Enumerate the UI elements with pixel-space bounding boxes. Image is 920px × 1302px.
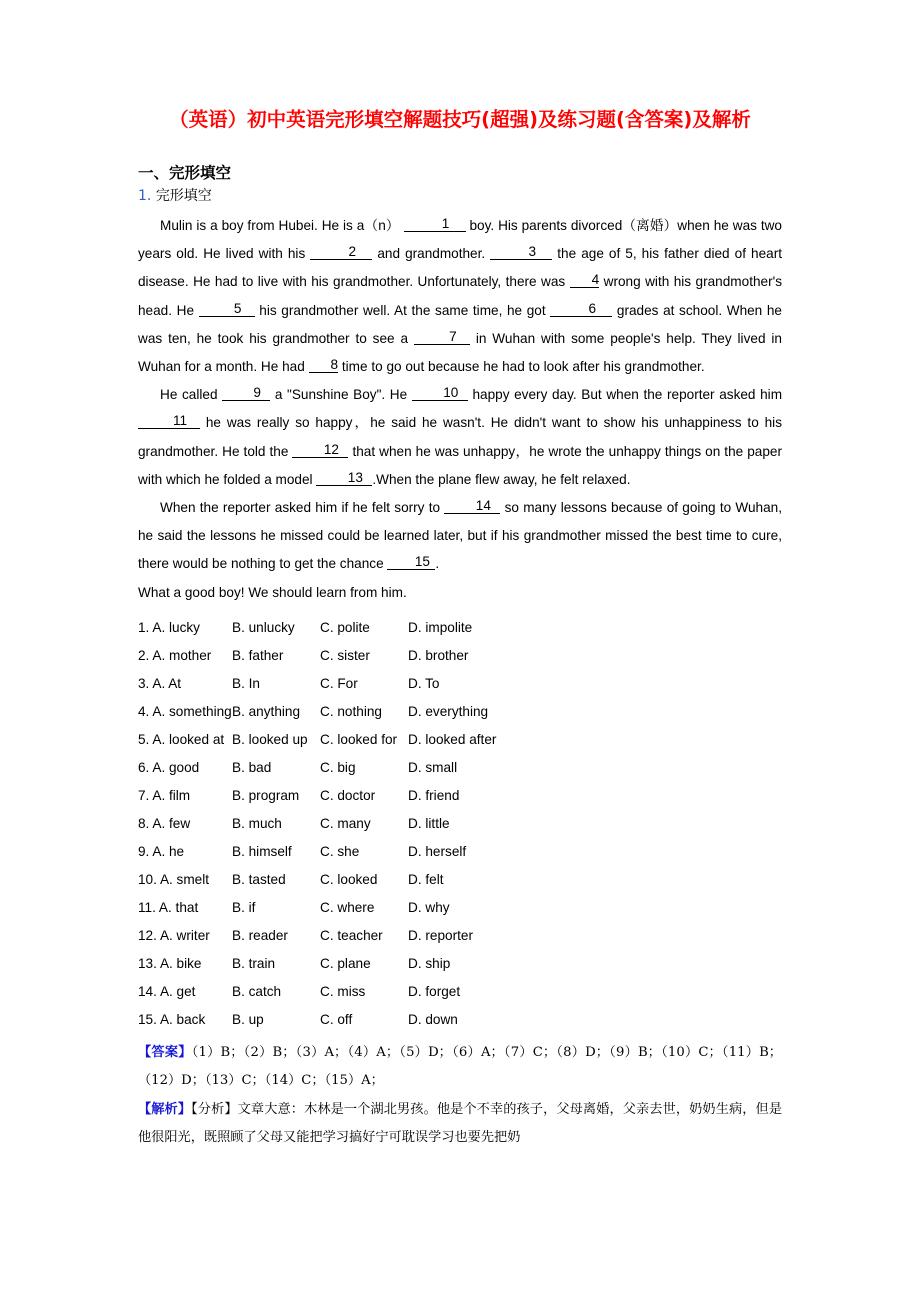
passage-text: grades at school. When he was ten, he took his grandmother to see a	[138, 302, 782, 346]
option-d: D. friend	[408, 787, 460, 803]
option-row	[138, 838, 782, 866]
option-a: 7. A. film	[138, 787, 191, 803]
blank-12: 12	[292, 442, 348, 458]
option-a: 6. A. good	[138, 759, 200, 775]
passage-paragraph-2	[138, 381, 782, 494]
option-row	[138, 782, 782, 810]
option-b: B. unlucky	[232, 619, 295, 635]
blank-4: 4	[570, 272, 600, 288]
option-c: C. sister	[320, 647, 370, 663]
option-b: B. if	[232, 899, 256, 915]
option-d: D. small	[408, 759, 458, 775]
passage-text: and grandmother.	[377, 246, 486, 262]
option-row	[138, 950, 782, 978]
passage-text: he was really so happy，he said he wasn't. He didn't want to show his unhappiness to his grandmother. He told the	[138, 415, 782, 459]
blank-9: 9	[222, 385, 270, 401]
blank-5: 5	[199, 301, 255, 317]
option-b: B. father	[232, 647, 284, 663]
option-d: D. reporter	[408, 927, 473, 943]
page-title: （英语）初中英语完形填空解题技巧(超强)及练习题(含答案)及解析	[169, 108, 751, 131]
passage-text: his grandmother well. At the same time, he got	[259, 302, 546, 318]
option-b: B. looked up	[232, 731, 308, 747]
analysis-sub-label: 【分析】	[191, 1101, 238, 1117]
option-d: D. down	[408, 1011, 458, 1027]
passage-text: When the reporter asked him if he felt sorry to	[160, 500, 441, 516]
passage-text: so many lessons because of going to Wuhan, he said the lessons he missed could be learned later, but if his grandmother missed the best time to cure, there would be nothing to get the chance	[138, 500, 783, 572]
option-c: C. plane	[320, 955, 371, 971]
option-d: D. looked after	[408, 731, 497, 747]
answer-section	[138, 1039, 782, 1153]
option-a: 9. A. he	[138, 843, 185, 859]
subsection-number: 1.	[138, 188, 152, 204]
blank-13: 13	[316, 470, 372, 486]
passage-text: happy every day. But when the reporter asked him	[472, 387, 783, 403]
passage-text: Mulin is a boy from Hubei. He is a（n）	[160, 218, 400, 233]
option-c: C. looked	[320, 871, 378, 887]
option-a: 3. A. At	[138, 675, 182, 691]
option-row	[138, 866, 782, 894]
option-b: B. reader	[232, 927, 288, 943]
option-c: C. looked for	[320, 731, 398, 747]
option-a: 14. A. get	[138, 983, 196, 999]
blank-3: 3	[490, 244, 552, 260]
option-row	[138, 978, 782, 1006]
blank-14: 14	[444, 498, 500, 514]
subsection-label: 完形填空	[155, 188, 212, 204]
blank-8: 8	[309, 357, 339, 373]
option-b: B. bad	[232, 759, 272, 775]
option-d: D. why	[408, 899, 450, 915]
analysis-line	[138, 1096, 782, 1153]
option-c: C. miss	[320, 983, 366, 999]
option-row	[138, 922, 782, 950]
option-c: C. doctor	[320, 787, 376, 803]
option-a: 13. A. bike	[138, 955, 202, 971]
option-d: D. To	[408, 675, 440, 691]
option-b: B. In	[232, 675, 260, 691]
option-b: B. tasted	[232, 871, 286, 887]
document-content	[138, 104, 782, 1153]
passage-text: boy. His parents divorced（离婚）when he was two years old. He lived with his	[138, 218, 782, 262]
option-row	[138, 1006, 782, 1034]
option-d: D. brother	[408, 647, 469, 663]
option-a: 11. A. that	[138, 899, 199, 915]
option-a: 8. A. few	[138, 815, 191, 831]
option-a: 12. A. writer	[138, 927, 210, 943]
option-a: 1. A. lucky	[138, 619, 200, 635]
option-c: C. nothing	[320, 703, 382, 719]
option-d: D. ship	[408, 955, 451, 971]
passage-text: in Wuhan with some people's help. They lived in Wuhan for a month. He had	[138, 330, 782, 375]
option-row	[138, 894, 782, 922]
passage-text: the age of 5, his father died of heart disease. He had to live with his grandmother. Unfortunately, there was	[138, 246, 782, 290]
passage-text: .When the plane flew away, he felt relaxed.	[372, 471, 631, 487]
passage-text: time to go out because he had to look after his grandmother.	[341, 359, 705, 375]
blank-6: 6	[550, 301, 612, 317]
analysis-label: 【解析】	[138, 1101, 192, 1117]
option-a: 2. A. mother	[138, 647, 212, 663]
blank-10: 10	[412, 385, 468, 401]
blank-11: 11	[138, 413, 200, 429]
option-a: 15. A. back	[138, 1011, 206, 1027]
option-row	[138, 810, 782, 838]
option-c: C. where	[320, 899, 375, 915]
option-c: C. she	[320, 843, 360, 859]
option-row	[138, 614, 782, 642]
option-row	[138, 754, 782, 782]
option-c: C. teacher	[320, 927, 383, 943]
option-row	[138, 698, 782, 726]
option-row	[138, 670, 782, 698]
passage-paragraph-1	[138, 212, 782, 381]
blank-7: 7	[414, 329, 470, 345]
option-d: D. impolite	[408, 619, 473, 635]
option-row	[138, 726, 782, 754]
answer-line	[138, 1039, 782, 1096]
option-d: D. everything	[408, 703, 489, 719]
answer-label: 【答案】	[138, 1044, 192, 1060]
analysis-text: 文章大意：木林是一个湖北男孩。他是个不幸的孩子，父母离婚，父亲去世，奶奶生病，但是他很阳光，既照顾了父母又能把学习搞好宁可耽误学习也要先把奶	[138, 1101, 783, 1146]
passage-text: .	[435, 556, 440, 572]
option-b: B. catch	[232, 983, 282, 999]
passage-text: that when he was unhappy，he wrote the unhappy things on the paper with which he folded a model	[138, 443, 782, 487]
option-d: D. felt	[408, 871, 444, 887]
option-a: 4. A. something	[138, 703, 232, 719]
answer-text: （1）B；（2）B；（3）A；（4）A；（5）D；（6）A；（7）C；（8）D；（9）B；（10）C；（11）B；（12）D；（13）C；（14）C；（15）A；	[138, 1044, 782, 1089]
option-b: B. up	[232, 1011, 264, 1027]
option-a: 10. A. smelt	[138, 871, 210, 887]
option-b: B. himself	[232, 843, 292, 859]
subsection-heading	[138, 185, 782, 208]
passage-paragraph-4: What a good boy! We should learn from him.	[138, 584, 407, 600]
option-b: B. train	[232, 955, 276, 971]
blank-15: 15	[387, 554, 435, 570]
option-c: C. polite	[320, 619, 370, 635]
blank-1: 1	[404, 216, 466, 232]
option-c: C. off	[320, 1011, 353, 1027]
passage-text: wrong with his grandmother's head. He	[138, 274, 783, 318]
options-list	[138, 614, 782, 1034]
option-b: B. anything	[232, 703, 301, 719]
option-a: 5. A. looked at	[138, 731, 225, 747]
section-heading: 一、完形填空	[138, 164, 232, 182]
passage-body	[138, 212, 782, 607]
passage-text: a "Sunshine Boy". He	[274, 387, 408, 403]
option-d: D. little	[408, 815, 450, 831]
option-c: C. many	[320, 815, 371, 831]
option-c: C. big	[320, 759, 356, 775]
blank-2: 2	[310, 244, 372, 260]
option-d: D. forget	[408, 983, 461, 999]
option-d: D. herself	[408, 843, 467, 859]
passage-paragraph-3	[138, 494, 782, 579]
option-b: B. much	[232, 815, 282, 831]
passage-text: He called	[160, 387, 218, 403]
option-b: B. program	[232, 787, 300, 803]
option-row	[138, 642, 782, 670]
option-c: C. For	[320, 675, 358, 691]
